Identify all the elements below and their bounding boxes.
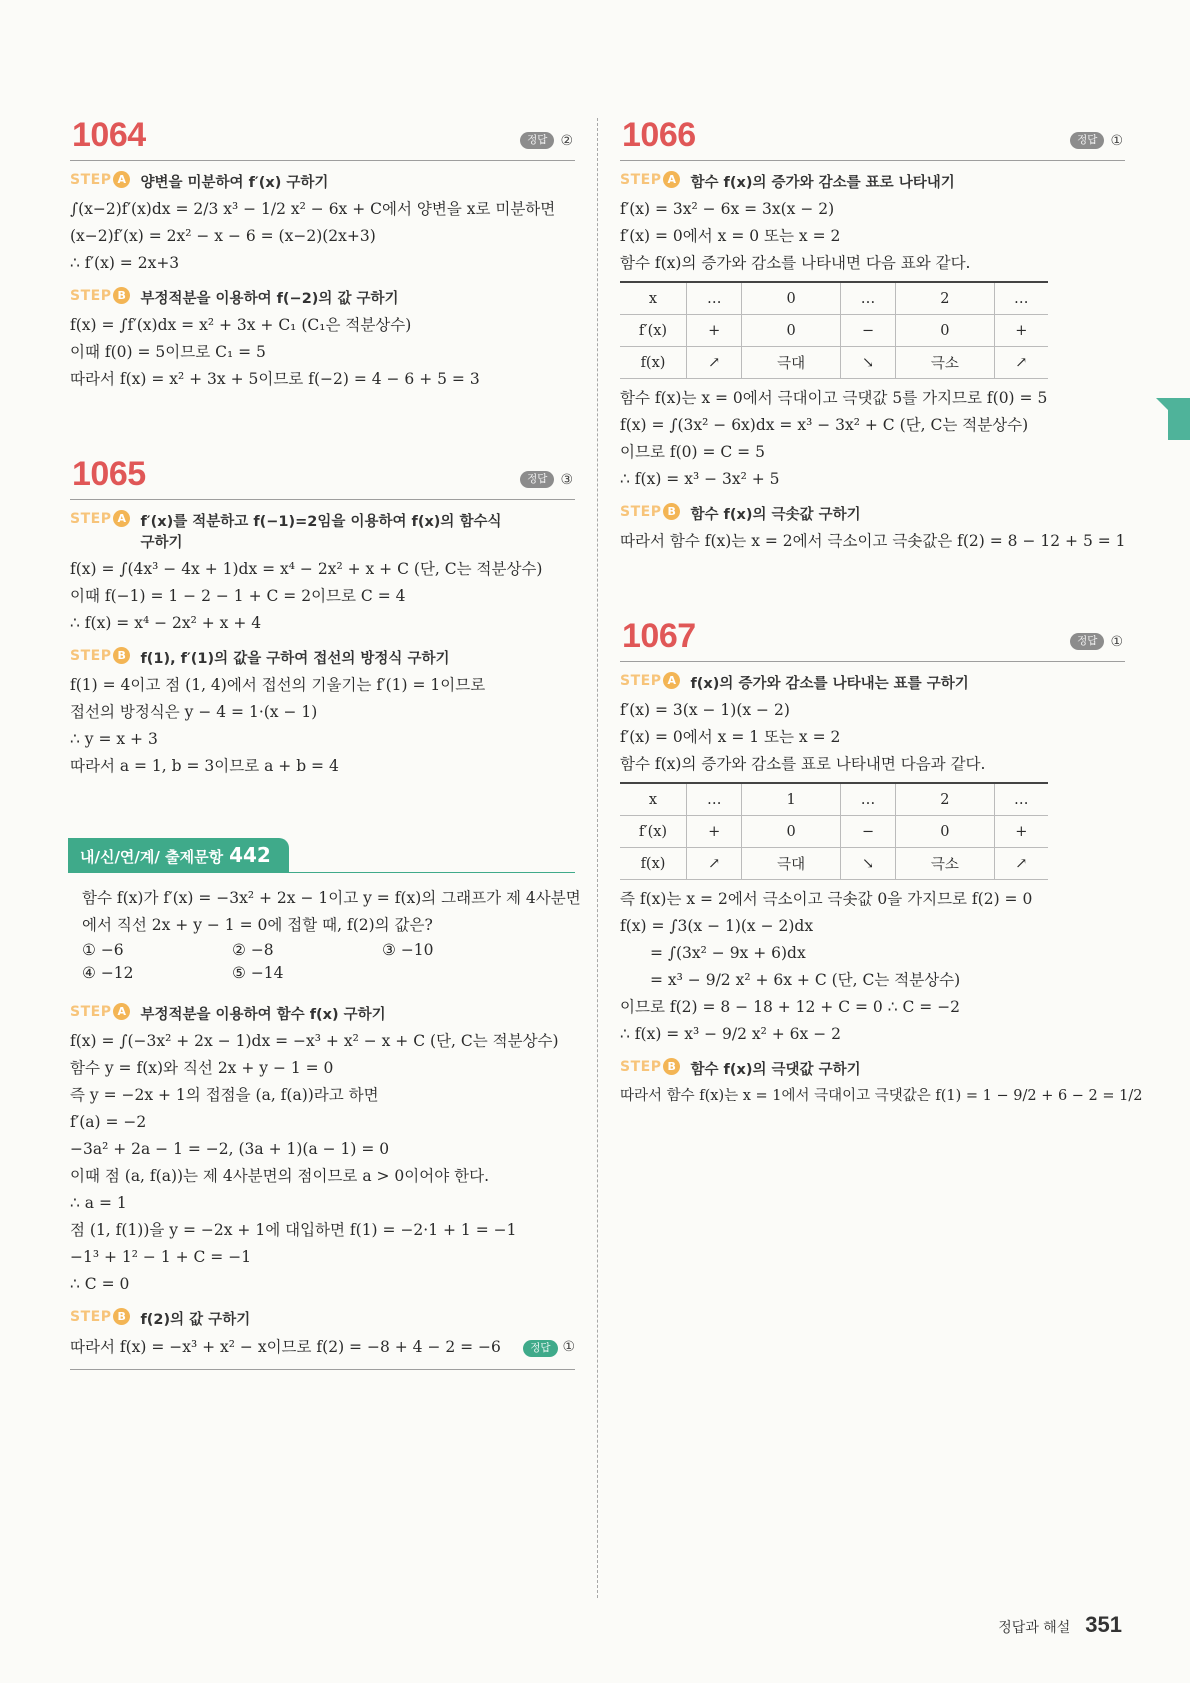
solution-line: −1³ + 1² − 1 + C = −1	[70, 1248, 252, 1266]
table-cell: f′(x)	[620, 315, 687, 347]
answer-badge: 정답	[523, 1340, 557, 1357]
banner-label: 내/신/연/계/ 출제문항 442	[68, 838, 289, 872]
solution-line: 따라서 함수 f(x)는 x = 1에서 극대이고 극댓값은 f(1) = 1 − 9/2 + 6 − 2 = 1/2	[620, 1088, 1143, 1104]
solution-line: 함수 f(x)의 증가와 감소를 나타내면 다음 표와 같다.	[620, 254, 971, 272]
table-cell: +	[994, 315, 1048, 347]
related-problem-banner	[68, 838, 575, 873]
right-column	[620, 112, 1143, 1168]
table-cell: …	[687, 783, 742, 816]
step-tag: STEP B	[70, 287, 130, 304]
step-b	[620, 503, 1125, 524]
solution-line: 따라서 함수 f(x)는 x = 2에서 극소이고 극솟값은 f(2) = 8 − 12 + 5 = 1	[620, 532, 1126, 550]
table-cell: ↘	[840, 347, 895, 379]
solution-line: f′(x) = 0에서 x = 0 또는 x = 2	[620, 227, 841, 245]
solution-line: 점 (1, f(1))을 y = −2x + 1에 대입하면 f(1) = −2·1 + 1 = −1	[70, 1221, 517, 1239]
solution-line: ∴ f(x) = x³ − 9/2 x² + 6x − 2	[620, 1025, 841, 1043]
problem-header	[70, 112, 575, 161]
table-cell: 0	[742, 282, 840, 315]
answer-choice: ①	[1110, 132, 1123, 149]
table-cell: …	[994, 783, 1048, 816]
step-title: 부정적분을 이용하여 함수 f(x) 구하기	[140, 1007, 386, 1023]
table-row	[620, 347, 1048, 379]
table-cell: 0	[742, 816, 840, 848]
solution-line: f′(x) = 3x² − 6x = 3x(x − 2)	[620, 200, 835, 218]
table-cell: ↘	[840, 848, 895, 880]
problem-number: 1066	[622, 116, 696, 154]
step-tag: STEP B	[620, 503, 680, 520]
table-cell: ↗	[994, 848, 1048, 880]
step-b	[70, 647, 575, 668]
table-cell: 2	[896, 783, 994, 816]
variation-table	[620, 782, 1048, 880]
problem-442	[70, 885, 581, 1370]
step-a	[70, 1003, 575, 1024]
step-b	[70, 287, 575, 308]
table-cell: 2	[896, 282, 994, 315]
solution-line: = x³ − 9/2 x² + 6x + C (단, C는 적분상수)	[650, 971, 961, 989]
answer-choice: ②	[560, 132, 573, 149]
answer-badge: 정답	[1070, 633, 1104, 650]
step-title: 함수 f(x)의 극솟값 구하기	[690, 507, 861, 523]
solution-line: f(x) = ∫f′(x)dx = x² + 3x + C₁ (C₁은 적분상수)	[70, 316, 412, 334]
table-cell: x	[620, 783, 687, 816]
problem-1065	[70, 451, 575, 780]
choice-5: ⑤ −14	[232, 964, 284, 982]
problem-1067	[620, 613, 1143, 1110]
solution-line: 이때 f(−1) = 1 − 2 − 1 + C = 2이므로 C = 4	[70, 587, 406, 605]
table-cell: …	[994, 282, 1048, 315]
table-row	[620, 816, 1048, 848]
step-tag: STEP B	[620, 1058, 680, 1075]
step-a	[620, 171, 1125, 192]
left-column	[70, 112, 581, 1370]
choice-4: ④ −12	[82, 964, 134, 982]
table-cell: ↗	[687, 347, 742, 379]
solution-line: 이므로 f(0) = C = 5	[620, 443, 765, 461]
problem-header	[70, 451, 575, 500]
solution-line: 함수 f(x)의 증가와 감소를 표로 나타내면 다음과 같다.	[620, 755, 986, 773]
page-footer	[998, 1612, 1122, 1638]
step-title: 함수 f(x)의 극댓값 구하기	[690, 1062, 861, 1078]
step-tag: STEP B	[70, 647, 130, 664]
step-title: 함수 f(x)의 증가와 감소를 표로 나타내기	[690, 175, 955, 191]
step-tag: STEP B	[70, 1308, 130, 1325]
divider	[70, 1369, 575, 1370]
table-cell: 0	[896, 816, 994, 848]
table-cell: f(x)	[620, 347, 687, 379]
table-cell: …	[840, 783, 895, 816]
question-line: 함수 f(x)가 f′(x) = −3x² + 2x − 1이고 y = f(x)의 그래프가 제 4사분면	[82, 889, 581, 907]
solution-line: f(x) = ∫(4x³ − 4x + 1)dx = x⁴ − 2x² + x + C (단, C는 적분상수)	[70, 560, 543, 578]
table-cell: 0	[742, 315, 840, 347]
table-row	[620, 282, 1048, 315]
solution-line: f(x) = ∫3(x − 1)(x − 2)dx	[620, 917, 814, 935]
step-tag: STEP A	[620, 171, 680, 188]
final-answer-line	[70, 1333, 575, 1361]
footer-title: 정답과 해설	[998, 1620, 1071, 1636]
table-cell: ↗	[687, 848, 742, 880]
solution-line: 따라서 f(x) = −x³ + x² − x이므로 f(2) = −8 + 4 − 2 = −6	[70, 1337, 501, 1356]
step-title: 부정적분을 이용하여 f(−2)의 값 구하기	[140, 291, 399, 307]
table-cell: +	[994, 816, 1048, 848]
answer-marker	[520, 132, 573, 149]
step-title: 양변을 미분하여 f′(x) 구하기	[140, 175, 329, 191]
question-line: 에서 직선 2x + y − 1 = 0에 접할 때, f(2)의 값은?	[82, 916, 433, 934]
solution-line: f(x) = ∫(3x² − 6x)dx = x³ − 3x² + C (단, C는 적분상수)	[620, 416, 1029, 434]
choice-1: ① −6	[82, 941, 124, 959]
solution-line: ∴ f′(x) = 2x+3	[70, 254, 180, 272]
step-title: f(1), f′(1)의 값을 구하여 접선의 방정식 구하기	[140, 651, 450, 667]
answer-badge: 정답	[520, 471, 554, 488]
step-a	[70, 510, 575, 552]
table-cell: −	[840, 816, 895, 848]
table-cell: −	[840, 315, 895, 347]
answer-badge: 정답	[520, 132, 554, 149]
problem-header	[620, 613, 1125, 662]
table-cell: …	[840, 282, 895, 315]
solution-line: −3a² + 2a − 1 = −2, (3a + 1)(a − 1) = 0	[70, 1140, 390, 1158]
solution-line: f′(a) = −2	[70, 1113, 147, 1131]
table-cell: 극소	[896, 848, 994, 880]
answer-marker	[520, 471, 573, 488]
problem-1066	[620, 112, 1125, 555]
solution-line: 이므로 f(2) = 8 − 18 + 12 + C = 0 ∴ C = −2	[620, 998, 961, 1016]
solution-line: ∴ a = 1	[70, 1194, 127, 1212]
step-b	[70, 1308, 575, 1329]
table-cell: +	[687, 816, 742, 848]
step-tag: STEP A	[620, 672, 680, 689]
answer-marker	[523, 1333, 575, 1361]
solution-line: f(x) = ∫(−3x² + 2x − 1)dx = −x³ + x² − x + C (단, C는 적분상수)	[70, 1032, 559, 1050]
answer-badge: 정답	[1070, 132, 1104, 149]
solution-line: = ∫(3x² − 9x + 6)dx	[650, 944, 806, 962]
solution-line: f(1) = 4이고 점 (1, 4)에서 접선의 기울기는 f′(1) = 1이므로	[70, 676, 486, 694]
table-cell: 1	[742, 783, 840, 816]
column-divider	[597, 118, 598, 1598]
table-cell: 극대	[742, 347, 840, 379]
table-cell: 0	[896, 315, 994, 347]
variation-table	[620, 281, 1048, 379]
solution-line: (x−2)f′(x) = 2x² − x − 6 = (x−2)(2x+3)	[70, 227, 376, 245]
answer-marker	[1070, 633, 1123, 650]
problem-number: 1067	[622, 617, 696, 655]
solution-line: 즉 y = −2x + 1의 접점을 (a, f(a))라고 하면	[70, 1086, 379, 1104]
solution-line: ∴ f(x) = x³ − 3x² + 5	[620, 470, 780, 488]
table-row	[620, 783, 1048, 816]
table-cell: +	[687, 315, 742, 347]
answer-marker	[1070, 132, 1123, 149]
solution-line: ∴ C = 0	[70, 1275, 130, 1293]
table-cell: 극대	[742, 848, 840, 880]
table-cell: f′(x)	[620, 816, 687, 848]
table-cell: x	[620, 282, 687, 315]
step-b	[620, 1058, 1125, 1079]
problem-number: 1064	[72, 116, 146, 154]
solution-line: 이때 점 (a, f(a))는 제 4사분면의 점이므로 a > 0이어야 한다.	[70, 1167, 489, 1185]
solution-line: 이때 f(0) = 5이므로 C₁ = 5	[70, 343, 266, 361]
choice-row	[70, 962, 575, 985]
answer-choice: ③	[560, 471, 573, 488]
solution-line: ∴ y = x + 3	[70, 730, 158, 748]
solution-line: ∫(x−2)f′(x)dx = 2/3 x³ − 1/2 x² − 6x + C에서 양변을 x로 미분하면	[70, 200, 556, 218]
step-tag: STEP A	[70, 1003, 130, 1020]
choice-3: ③ −10	[382, 941, 434, 959]
solution-line: 즉 f(x)는 x = 2에서 극소이고 극솟값 0을 가지므로 f(2) = 0	[620, 890, 1033, 908]
step-a	[70, 171, 575, 192]
answer-choice: ①	[1110, 633, 1123, 650]
table-cell: …	[687, 282, 742, 315]
solution-line: 접선의 방정식은 y − 4 = 1·(x − 1)	[70, 703, 318, 721]
table-cell: f(x)	[620, 848, 687, 880]
solution-line: ∴ f(x) = x⁴ − 2x² + x + 4	[70, 614, 262, 632]
table-row	[620, 315, 1048, 347]
step-tag: STEP A	[70, 510, 130, 527]
page-number: 351	[1085, 1612, 1122, 1637]
step-title: f′(x)를 적분하고 f(−1)=2임을 이용하여 f(x)의 함수식 구하기	[140, 514, 502, 551]
solution-line: 따라서 a = 1, b = 3이므로 a + b = 4	[70, 757, 339, 775]
problem-1064	[70, 112, 575, 393]
step-tag: STEP A	[70, 171, 130, 188]
solution-line: 함수 y = f(x)와 직선 2x + y − 1 = 0	[70, 1059, 334, 1077]
solution-line: 따라서 f(x) = x² + 3x + 5이므로 f(−2) = 4 − 6 + 5 = 3	[70, 370, 480, 388]
solution-line: f′(x) = 3(x − 1)(x − 2)	[620, 701, 790, 719]
table-row	[620, 848, 1048, 880]
answer-choice: ①	[562, 1339, 575, 1355]
solution-line: f′(x) = 0에서 x = 1 또는 x = 2	[620, 728, 841, 746]
problem-header	[620, 112, 1125, 161]
solution-line: 함수 f(x)는 x = 0에서 극대이고 극댓값 5를 가지므로 f(0) = 5	[620, 389, 1048, 407]
step-a	[620, 672, 1125, 693]
choice-2: ② −8	[232, 941, 274, 959]
table-cell: 극소	[896, 347, 994, 379]
problem-number: 1065	[72, 455, 146, 493]
chapter-tab-marker	[1168, 398, 1190, 440]
step-title: f(x)의 증가와 감소를 나타내는 표를 구하기	[690, 676, 969, 692]
step-title: f(2)의 값 구하기	[140, 1312, 251, 1328]
table-cell: ↗	[994, 347, 1048, 379]
choice-row	[70, 939, 575, 962]
